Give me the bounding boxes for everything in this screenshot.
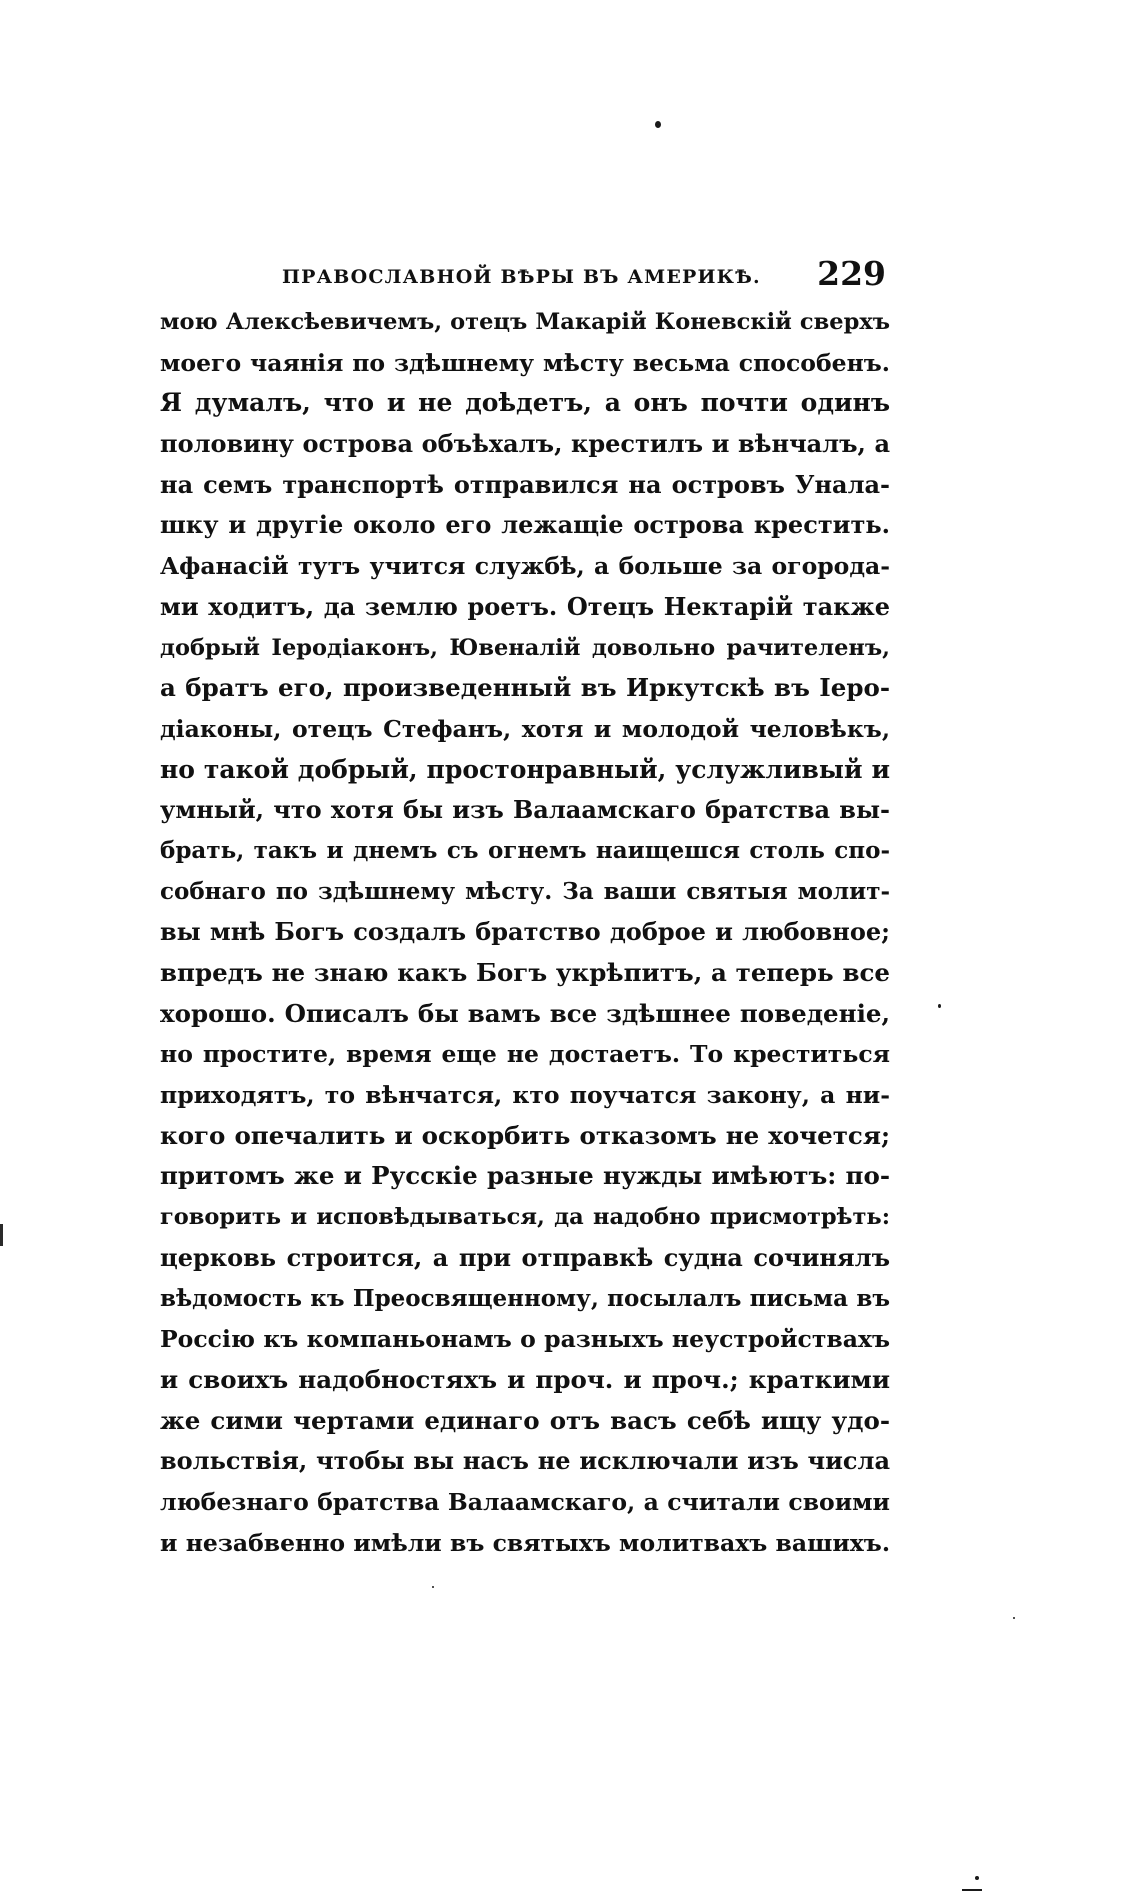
text-line: Афанасій тутъ учится службѣ, а больше за огорода-: [160, 552, 890, 581]
ink-mark-left-edge: [0, 1224, 3, 1246]
text-line: вѣдомость къ Преосвященному, посылалъ письма въ: [160, 1284, 890, 1312]
text-line: любезнаго братства Валаамскаго, а считали своими: [160, 1487, 890, 1516]
text-line: кого опечалить и оскорбить отказомъ не хочется;: [160, 1120, 890, 1150]
text-line: вольствія, чтобы вы насъ не исключали изъ числа: [160, 1446, 890, 1476]
text-line: на семъ транспортѣ отправился на островъ Унала-: [160, 469, 890, 499]
text-line: Россію къ компаньонамъ о разныхъ неустройствахъ: [160, 1325, 890, 1354]
text-line: ми ходитъ, да землю роетъ. Отецъ Нектарій также: [160, 591, 890, 621]
ink-speck-right: [938, 1004, 941, 1008]
ink-mark-bottom-right: [962, 1889, 982, 1891]
page-number: 229: [817, 254, 886, 293]
text-line: же сими чертами единаго отъ васъ себѣ ищу удо-: [160, 1405, 890, 1435]
text-line: половину острова объѣхалъ, крестилъ и вѣнчалъ, а: [160, 429, 890, 459]
text-line: діаконы, отецъ Стефанъ, хотя и молодой человѣкъ,: [160, 714, 890, 743]
text-line: но такой добрый, простонравный, услужливый и: [160, 754, 890, 784]
ink-speck-top: [655, 121, 661, 128]
text-line: моего чаянія по здѣшнему мѣсту весьма способенъ.: [160, 348, 890, 377]
text-line: шку и другіе около его лежащіе острова крестить.: [160, 510, 890, 540]
text-line: хорошо. Описалъ бы вамъ все здѣшнее поведеніе,: [160, 998, 890, 1028]
text-line: притомъ же и Русскіе разные нужды имѣютъ: по-: [160, 1161, 890, 1191]
text-line: а братъ его, произведенный въ Иркутскѣ въ Іеро-: [160, 673, 890, 703]
text-line: добрый Іеродіаконъ, Ювеналій довольно рачителенъ,: [160, 634, 890, 661]
text-line: вы мнѣ Богъ создалъ братство доброе и любовное;: [160, 917, 890, 947]
body-text: [160, 302, 890, 1563]
ink-speck-lower-right: [1013, 1617, 1015, 1619]
text-line: церковь строится, а при отправкѣ судна сочинялъ: [160, 1242, 890, 1272]
text-line: умный, что хотя бы изъ Валаамскаго братства вы-: [160, 795, 890, 825]
text-line: Я думалъ, что и не доѣдетъ, а онъ почти одинъ: [160, 388, 890, 418]
text-line: но простите, время еще не достаетъ. То креститься: [160, 1040, 890, 1069]
running-head: [160, 254, 890, 298]
text-line: говорить и исповѣдываться, да надобно присмотрѣть:: [160, 1204, 890, 1231]
text-line: впредъ не знаю какъ Богъ укрѣпитъ, а теперь все: [160, 958, 890, 987]
text-line: брать, такъ и днемъ съ огнемъ наищешся столь спо-: [160, 836, 890, 864]
ink-speck-bottom-right: [975, 1876, 979, 1880]
text-line: мою Алексѣевичемъ, отецъ Макарій Коневскій сверхъ: [160, 309, 890, 335]
text-line: и своихъ надобностяхъ и проч. и проч.; краткими: [160, 1364, 890, 1394]
text-line: приходятъ, то вѣнчатся, кто поучатся закону, а ни-: [160, 1081, 890, 1110]
ink-speck-middle: [432, 1586, 434, 1588]
text-line: собнаго по здѣшнему мѣсту. За ваши святыя молит-: [160, 877, 890, 905]
text-line: и незабвенно имѣли въ святыхъ молитвахъ вашихъ.: [160, 1528, 890, 1557]
running-title: ПРАВОСЛАВНОЙ ВѢРЫ ВЪ АМЕРИКѢ.: [282, 266, 761, 288]
